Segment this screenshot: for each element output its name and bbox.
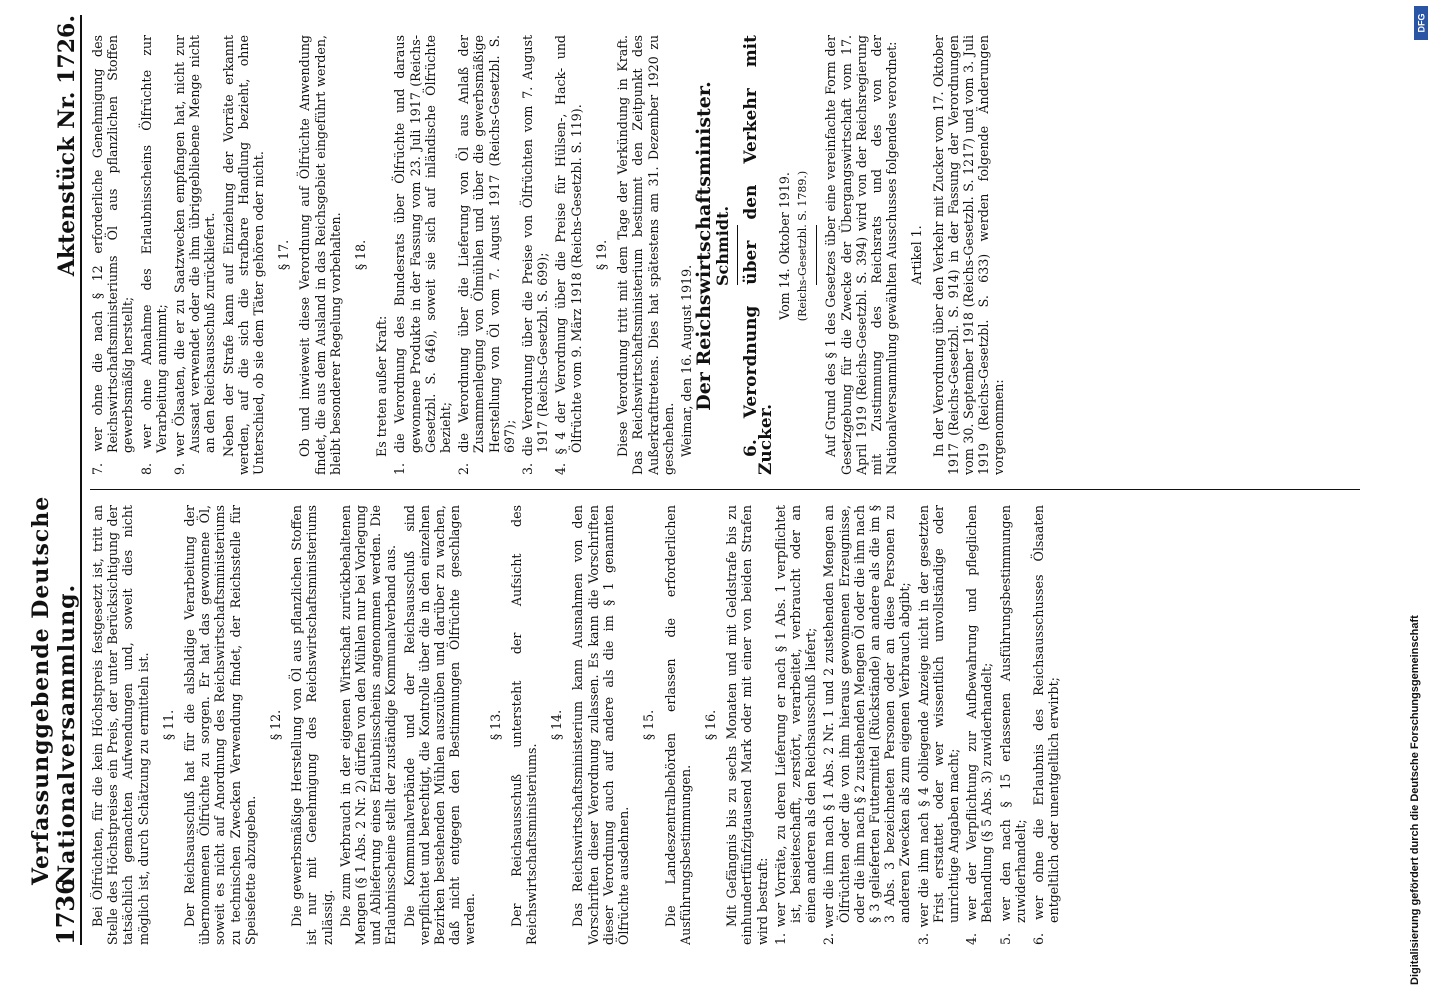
paragraph: Weimar, den 16. August 1919.	[678, 264, 694, 457]
list-item: 5. wer den nach § 15 erlassenen Ausführungsbestimmungen zuwiderhandelt;	[997, 505, 1028, 945]
ordinance-date: Vom 14. Oktober 1919.	[776, 172, 792, 320]
dfg-funding-note: Digitalisierung gefördert durch die Deutsche Forschungsgemeinschaft	[1409, 615, 1421, 985]
paragraph: Auf Grund des § 1 des Gesetzes über eine vereinfachte Form der Gesetzgebung für die Zwecke der Übergangswirtschaft vom 17. April 1919 (Reichs-Gesetzbl. S. 394) wird von der Reichsregierung mit Zustimmung des Reichsrats und des von der Nationalversammlung gewählten Ausschusses folgendes verordnet:	[823, 35, 900, 475]
paragraph: In der Verordnung über den Verkehr mit Zucker vom 17. Oktober 1917 (Reichs-Gesetzbl. S. 914) in der Fassung der Verordnungen vom 30. September 1918 (Reichs-Gesetzbl. S. 1217) und vom 3. Juli 1919 (Reichs-Gesetzbl. S. 633) werden folgende Änderungen vorgenommen:	[930, 35, 1007, 475]
paragraph: Ob und inwieweit diese Verordnung auf Ölfrüchte Anwendung findet, die aus dem Ausland in das Reichsgebiet eingeführt werden, bleibt besonderer Regelung vorbehalten.	[297, 35, 343, 475]
section-heading: § 12.	[268, 709, 284, 741]
dfg-logo: DFG	[1414, 6, 1428, 40]
paragraph: Die Landeszentralbehörden erlassen die erforderlichen Ausführungsbestimmungen.	[662, 505, 693, 945]
list-item: 7. wer ohne die nach § 12 erforderliche Genehmigung des Reichswirtschaftsministeriums Öl aus pflanzlichen Stoffen gewerbsmäßig herstellt;	[90, 35, 136, 475]
section-heading: § 13.	[487, 709, 503, 741]
signature-name: Schmidt.	[713, 205, 733, 287]
paragraph: Bei Ölfrüchten, für die kein Höchstpreis festgesetzt ist, tritt an Stelle des Höchstpreises ein Preis, der unter Berücksichtigung der tatsächlich gemachten Aufwendungen und, soweit dies nicht möglich ist, durch Schätzung zu ermitteln ist.	[90, 505, 151, 945]
column-divider	[90, 489, 1360, 490]
list-item: 4. § 4 der Verordnung über die Preise für Hülsen-, Hack- und Ölfrüchte vom 9. März 1918 (Reichs-Gesetzbl. S. 119).	[553, 35, 584, 475]
separator-rule	[816, 225, 817, 285]
section-heading: § 16.	[702, 709, 718, 741]
left-column	[90, 505, 1370, 945]
paragraph: Mit Gefängnis bis zu sechs Monaten und mit Geldstrafe bis zu einhundertfünfzigtausend Mark oder mit einer von beiden Strafen wird bestraft:	[724, 505, 770, 945]
paragraph: Diese Verordnung tritt mit dem Tage der Verkündung in Kraft. Das Reichswirtschaftsministerium bestimmt den Zeitpunkt des Außerkrafttretens. Dies hat spätestens am 31. Dezember 1920 zu geschehen.	[615, 35, 676, 475]
list-item: 9. wer Ölsaaten, die er zu Saatzwecken empfangen hat, nicht zur Aussaat verwendet oder die ihm übriggebliebene Menge nicht an den Reichsausschuß zurückliefert.	[172, 35, 218, 475]
paragraph: Die Kommunalverbände und der Reichsausschuß sind verpflichtet und berechtigt, die Kontrolle über die in den einzelnen Bezirken bestehenden Mühlen auszuüben und darüber zu wachen, daß nicht entgegen den Bestimmungen Ölfrüchte geschlagen werden.	[401, 505, 478, 945]
ordinance-heading: 6. Verordnung über den Verkehr mit Zucker.	[740, 35, 776, 475]
section-heading: Artikel 1.	[909, 225, 925, 285]
paragraph: Neben der Strafe kann auf Einziehung der Vorräte erkannt werden, auf die sich die strafbare Handlung bezieht, ohne Unterschied, ob sie dem Täter gehören oder nicht.	[220, 35, 267, 475]
section-heading: § 18.	[353, 239, 369, 271]
section-heading: § 19.	[593, 239, 609, 271]
list-item: 1. wer Vorräte, zu deren Lieferung er nach § 1 Abs. 1 verpflichtet ist, beiseiteschafft, zerstört, verarbeitet, verbraucht oder an einen anderen als den Reichsausschuß liefert;	[772, 505, 819, 945]
paragraph: Es treten außer Kraft:	[374, 315, 390, 457]
section-heading: § 11.	[160, 709, 176, 741]
section-heading: § 15.	[641, 709, 657, 741]
page-title: Verfassunggebende Deutsche Nationalversammlung.	[28, 495, 80, 885]
page-header	[28, 15, 82, 945]
right-column	[90, 35, 1370, 475]
paragraph: Die zum Verbrauch in der eigenen Wirtschaft zurückbehaltenen Mengen (§ 1 Abs. 2 Nr. 2) dürfen von den Mühlen nur bei Vorlegung und Ablieferung eines Erlaubnisscheins angenommen werden. Die Erlaubnisscheine stellt der zuständige Kommunalverband aus.	[337, 505, 399, 945]
paragraph: Das Reichswirtschaftsministerium kann Ausnahmen von den Vorschriften dieser Verordnung zulassen. Es kann die Vorschriften dieser Verordnung auch auf andere als die im § 1 genannten Ölfrüchte ausdehnen.	[570, 505, 632, 945]
page-number: 1736	[51, 878, 80, 945]
list-item: 3. die Verordnung über die Preise von Ölfrüchten vom 7. August 1917 (Reichs-Gesetzbl. S. 699);	[520, 35, 551, 475]
list-item: 8. wer ohne Abnahme des Erlaubnisscheins Ölfrüchte zur Verarbeitung annimmt;	[138, 35, 169, 475]
paragraph: Der Reichsausschuß untersteht der Aufsicht des Reichswirtschaftsministeriums.	[508, 505, 540, 945]
list-item: 2. wer die ihm nach § 1 Abs. 2 Nr. 1 und 2 zustehenden Mengen an Ölfrüchten oder die von ihm hieraus gewonnenen Erzeugnisse, oder die ihm nach § 2 zustehenden Mengen Öl oder die ihm nach § 3 gelieferten Futtermittel (Rückstände) an andere als die im § 3 Abs. 3 bezeichneten Personen oder an diese Personen zu anderen Zwecken als zum eigenen Verbrauch abgibt;	[821, 505, 913, 945]
list-item: 6. wer ohne die Erlaubnis des Reichsausschusses Ölsaaten entgeltlich oder unentgeltlich erwirbt;	[1030, 505, 1062, 945]
list-item: 1. die Verordnung des Bundesrats über Ölfrüchte und daraus gewonnene Produkte in der Fassung vom 23. Juli 1917 (Reichs-Gesetzbl. S. 646), soweit sie sich auf inländische Ölfrüchte bezieht;	[392, 35, 454, 475]
rotated-page-content	[28, 15, 1390, 945]
list-item: 2. die Verordnung über die Lieferung von Öl aus Anlaß der Zusammenlegung von Ölmühlen und über die gewerbsmäßige Herstellung von Öl vom 7. August 1917 (Reichs-Gesetzbl. S. 697);	[456, 35, 517, 475]
paragraph: Der Reichsausschuß hat für die alsbaldige Verarbeitung der übernommenen Ölfrüchte zu sorgen. Er hat das gewonnene Öl, soweit es nicht auf Anordnung des Reichswirtschaftsministeriums zu technischen Zwecken Verwendung findet, der Reichsstelle für Speisefette abzugeben.	[182, 505, 258, 945]
dfg-side-note	[1405, 0, 1434, 1000]
gazette-reference: (Reichs-Gesetzbl. S. 1789.)	[796, 170, 810, 322]
list-item: 3. wer die ihm nach § 4 obliegende Anzeige nicht in der gesetzten Frist erstattet oder wer wissentlich unvollständige oder unrichtige Angaben macht;	[915, 505, 961, 945]
signature-title: Der Reichswirtschaftsminister.	[693, 81, 716, 411]
list-item: 4. wer der Verpflichtung zur Aufbewahrung und pfleglichen Behandlung (§ 5 Abs. 3) zuwiderhandelt;	[964, 505, 995, 945]
document-number: Aktenstück Nr. 1726.	[54, 15, 80, 277]
separator-rule	[737, 225, 738, 285]
paragraph: Die gewerbsmäßige Herstellung von Öl aus pflanzlichen Stoffen ist nur mit Genehmigung des Reichswirtschaftsministeriums zulässig.	[289, 505, 335, 945]
section-heading: § 17.	[276, 239, 292, 271]
section-heading: § 14.	[549, 709, 565, 741]
